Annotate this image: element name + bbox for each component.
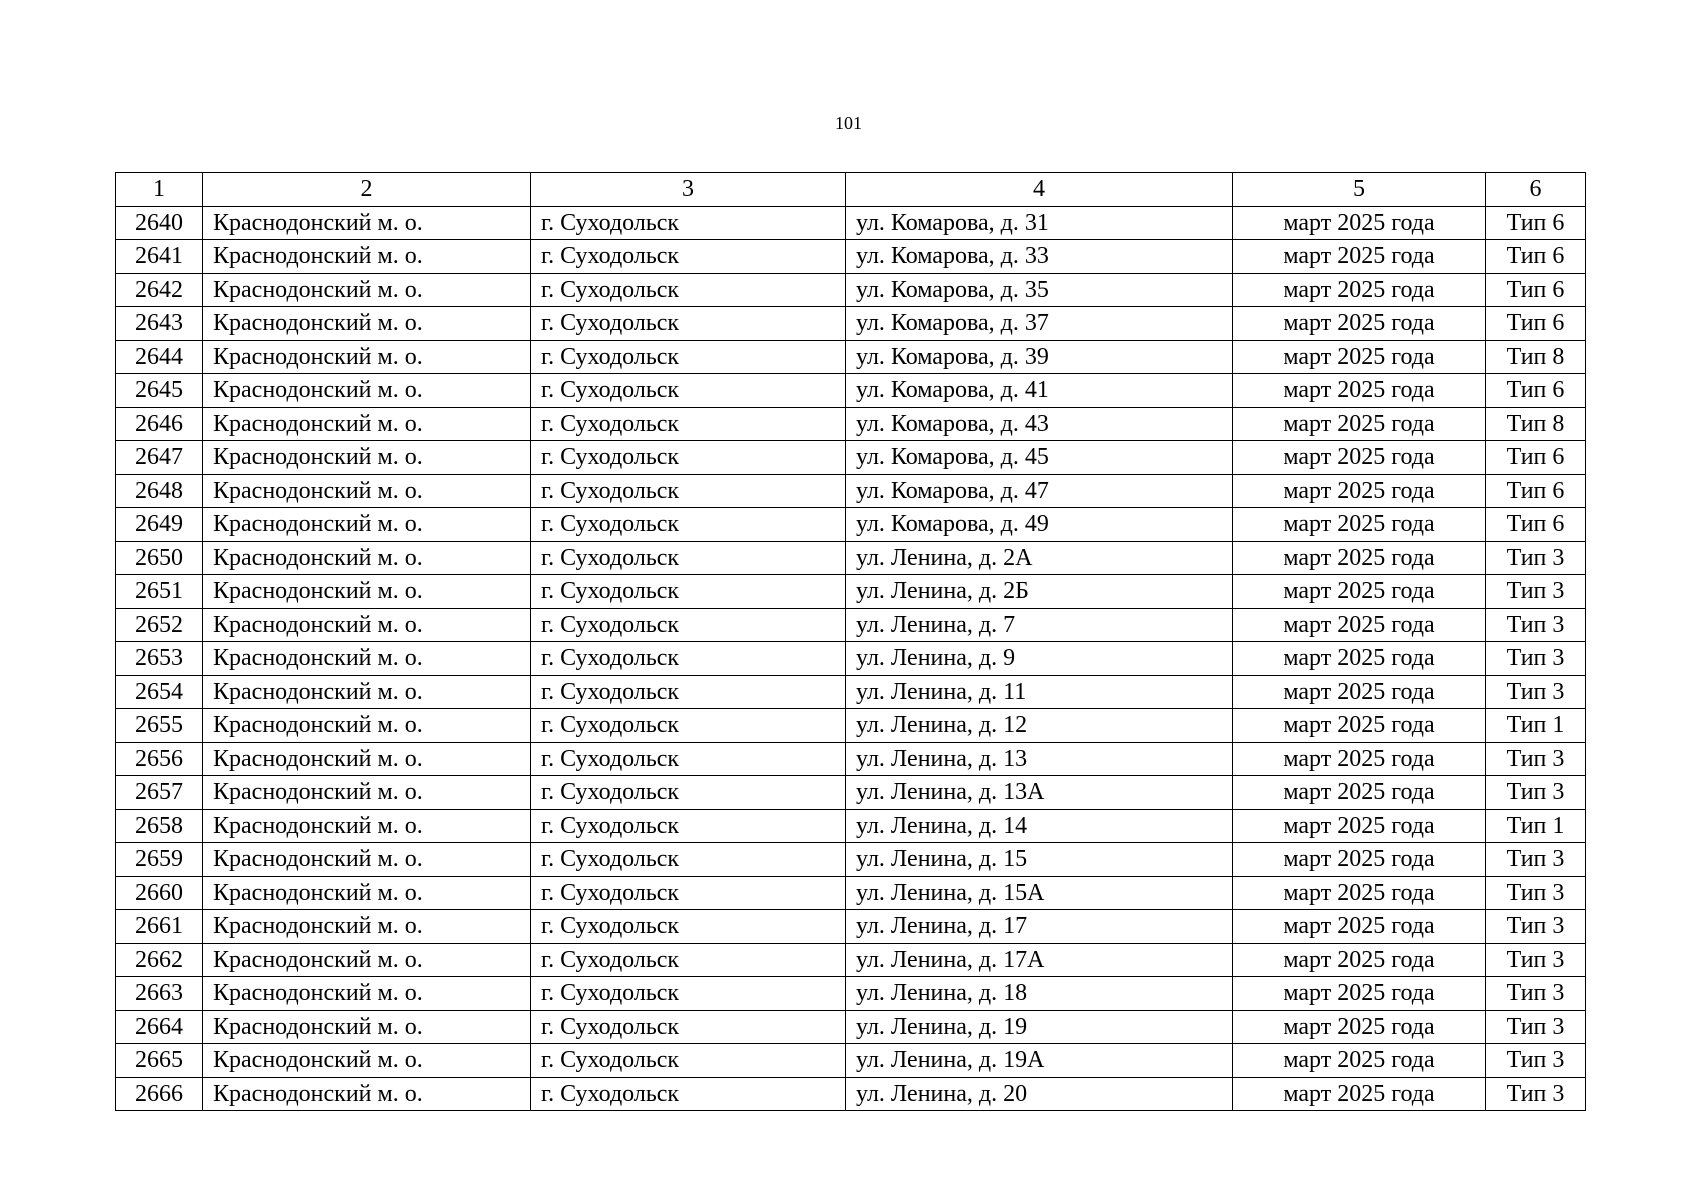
row-number-cell: 2658	[116, 809, 203, 843]
row-number-cell: 2654	[116, 675, 203, 709]
type-cell: Тип 3	[1486, 1010, 1586, 1044]
type-cell: Тип 3	[1486, 1077, 1586, 1111]
page-number: 101	[835, 113, 862, 133]
table-row	[116, 407, 1586, 441]
type-cell: Тип 6	[1486, 206, 1586, 240]
table-row	[116, 910, 1586, 944]
table-row	[116, 441, 1586, 475]
schedule-month-cell: март 2025 года	[1233, 441, 1486, 475]
city-cell: г. Суходольск	[531, 642, 846, 676]
type-cell: Тип 3	[1486, 575, 1586, 609]
city-cell: г. Суходольск	[531, 1010, 846, 1044]
address-cell: ул. Комарова, д. 33	[846, 240, 1233, 274]
address-cell: ул. Ленина, д. 11	[846, 675, 1233, 709]
district-cell: Краснодонский м. о.	[203, 809, 531, 843]
schedule-month-cell: март 2025 года	[1233, 876, 1486, 910]
row-number-cell: 2662	[116, 943, 203, 977]
district-cell: Краснодонский м. о.	[203, 340, 531, 374]
address-cell: ул. Ленина, д. 12	[846, 709, 1233, 743]
row-number-cell: 2664	[116, 1010, 203, 1044]
row-number-cell: 2653	[116, 642, 203, 676]
table-row	[116, 742, 1586, 776]
column-header: 3	[531, 173, 846, 207]
city-cell: г. Суходольск	[531, 977, 846, 1011]
address-cell: ул. Комарова, д. 43	[846, 407, 1233, 441]
schedule-month-cell: март 2025 года	[1233, 273, 1486, 307]
type-cell: Тип 3	[1486, 642, 1586, 676]
table-row	[116, 642, 1586, 676]
city-cell: г. Суходольск	[531, 273, 846, 307]
district-cell: Краснодонский м. о.	[203, 374, 531, 408]
schedule-month-cell: март 2025 года	[1233, 340, 1486, 374]
district-cell: Краснодонский м. о.	[203, 608, 531, 642]
type-cell: Тип 8	[1486, 407, 1586, 441]
city-cell: г. Суходольск	[531, 843, 846, 877]
district-cell: Краснодонский м. о.	[203, 240, 531, 274]
schedule-month-cell: март 2025 года	[1233, 575, 1486, 609]
row-number-cell: 2652	[116, 608, 203, 642]
table-row	[116, 675, 1586, 709]
row-number-cell: 2655	[116, 709, 203, 743]
district-cell: Краснодонский м. о.	[203, 876, 531, 910]
type-cell: Тип 3	[1486, 943, 1586, 977]
district-cell: Краснодонский м. о.	[203, 709, 531, 743]
schedule-month-cell: март 2025 года	[1233, 943, 1486, 977]
address-cell: ул. Ленина, д. 13А	[846, 776, 1233, 810]
city-cell: г. Суходольск	[531, 206, 846, 240]
type-cell: Тип 1	[1486, 809, 1586, 843]
district-cell: Краснодонский м. о.	[203, 910, 531, 944]
table-row	[116, 1010, 1586, 1044]
schedule-month-cell: март 2025 года	[1233, 977, 1486, 1011]
district-cell: Краснодонский м. о.	[203, 441, 531, 475]
district-cell: Краснодонский м. о.	[203, 273, 531, 307]
address-cell: ул. Ленина, д. 19А	[846, 1044, 1233, 1078]
row-number-cell: 2656	[116, 742, 203, 776]
type-cell: Тип 6	[1486, 273, 1586, 307]
table-row	[116, 374, 1586, 408]
table-row	[116, 307, 1586, 341]
type-cell: Тип 6	[1486, 441, 1586, 475]
table-header-row	[116, 173, 1586, 207]
type-cell: Тип 3	[1486, 541, 1586, 575]
city-cell: г. Суходольск	[531, 675, 846, 709]
schedule-month-cell: март 2025 года	[1233, 508, 1486, 542]
column-header: 5	[1233, 173, 1486, 207]
city-cell: г. Суходольск	[531, 441, 846, 475]
table-row	[116, 943, 1586, 977]
address-cell: ул. Ленина, д. 13	[846, 742, 1233, 776]
type-cell: Тип 6	[1486, 374, 1586, 408]
type-cell: Тип 1	[1486, 709, 1586, 743]
table-row	[116, 340, 1586, 374]
address-cell: ул. Ленина, д. 17	[846, 910, 1233, 944]
schedule-month-cell: март 2025 года	[1233, 240, 1486, 274]
city-cell: г. Суходольск	[531, 742, 846, 776]
table-row	[116, 1077, 1586, 1111]
city-cell: г. Суходольск	[531, 1044, 846, 1078]
address-cell: ул. Комарова, д. 45	[846, 441, 1233, 475]
address-cell: ул. Комарова, д. 49	[846, 508, 1233, 542]
district-cell: Краснодонский м. о.	[203, 977, 531, 1011]
type-cell: Тип 3	[1486, 675, 1586, 709]
row-number-cell: 2645	[116, 374, 203, 408]
row-number-cell: 2648	[116, 474, 203, 508]
address-cell: ул. Ленина, д. 7	[846, 608, 1233, 642]
table-row	[116, 575, 1586, 609]
schedule-month-cell: март 2025 года	[1233, 1044, 1486, 1078]
district-cell: Краснодонский м. о.	[203, 206, 531, 240]
table-row	[116, 876, 1586, 910]
address-cell: ул. Ленина, д. 19	[846, 1010, 1233, 1044]
schedule-month-cell: март 2025 года	[1233, 307, 1486, 341]
row-number-cell: 2657	[116, 776, 203, 810]
row-number-cell: 2642	[116, 273, 203, 307]
type-cell: Тип 3	[1486, 910, 1586, 944]
address-cell: ул. Комарова, д. 41	[846, 374, 1233, 408]
city-cell: г. Суходольск	[531, 240, 846, 274]
type-cell: Тип 3	[1486, 608, 1586, 642]
schedule-month-cell: март 2025 года	[1233, 843, 1486, 877]
table-row	[116, 843, 1586, 877]
city-cell: г. Суходольск	[531, 508, 846, 542]
row-number-cell: 2666	[116, 1077, 203, 1111]
district-cell: Краснодонский м. о.	[203, 675, 531, 709]
district-cell: Краснодонский м. о.	[203, 575, 531, 609]
district-cell: Краснодонский м. о.	[203, 1077, 531, 1111]
district-cell: Краснодонский м. о.	[203, 642, 531, 676]
district-cell: Краснодонский м. о.	[203, 474, 531, 508]
type-cell: Тип 6	[1486, 508, 1586, 542]
type-cell: Тип 8	[1486, 340, 1586, 374]
district-cell: Краснодонский м. о.	[203, 1010, 531, 1044]
row-number-cell: 2650	[116, 541, 203, 575]
address-cell: ул. Комарова, д. 37	[846, 307, 1233, 341]
schedule-month-cell: март 2025 года	[1233, 407, 1486, 441]
schedule-month-cell: март 2025 года	[1233, 809, 1486, 843]
table-row	[116, 240, 1586, 274]
city-cell: г. Суходольск	[531, 374, 846, 408]
row-number-cell: 2663	[116, 977, 203, 1011]
city-cell: г. Суходольск	[531, 407, 846, 441]
city-cell: г. Суходольск	[531, 608, 846, 642]
district-cell: Краснодонский м. о.	[203, 508, 531, 542]
table-row	[116, 273, 1586, 307]
district-cell: Краснодонский м. о.	[203, 843, 531, 877]
table-row	[116, 541, 1586, 575]
address-cell: ул. Ленина, д. 2Б	[846, 575, 1233, 609]
row-number-cell: 2659	[116, 843, 203, 877]
schedule-month-cell: март 2025 года	[1233, 374, 1486, 408]
address-cell: ул. Ленина, д. 15А	[846, 876, 1233, 910]
district-cell: Краснодонский м. о.	[203, 307, 531, 341]
type-cell: Тип 6	[1486, 240, 1586, 274]
row-number-cell: 2651	[116, 575, 203, 609]
schedule-month-cell: март 2025 года	[1233, 206, 1486, 240]
city-cell: г. Суходольск	[531, 340, 846, 374]
city-cell: г. Суходольск	[531, 307, 846, 341]
city-cell: г. Суходольск	[531, 910, 846, 944]
table-row	[116, 206, 1586, 240]
schedule-month-cell: март 2025 года	[1233, 910, 1486, 944]
type-cell: Тип 3	[1486, 876, 1586, 910]
schedule-month-cell: март 2025 года	[1233, 608, 1486, 642]
city-cell: г. Суходольск	[531, 876, 846, 910]
district-cell: Краснодонский м. о.	[203, 541, 531, 575]
table-row	[116, 1044, 1586, 1078]
row-number-cell: 2661	[116, 910, 203, 944]
column-header: 1	[116, 173, 203, 207]
district-cell: Краснодонский м. о.	[203, 742, 531, 776]
district-cell: Краснодонский м. о.	[203, 407, 531, 441]
schedule-month-cell: март 2025 года	[1233, 675, 1486, 709]
row-number-cell: 2641	[116, 240, 203, 274]
schedule-month-cell: март 2025 года	[1233, 742, 1486, 776]
row-number-cell: 2640	[116, 206, 203, 240]
row-number-cell: 2643	[116, 307, 203, 341]
column-header: 2	[203, 173, 531, 207]
city-cell: г. Суходольск	[531, 474, 846, 508]
type-cell: Тип 3	[1486, 1044, 1586, 1078]
type-cell: Тип 6	[1486, 474, 1586, 508]
city-cell: г. Суходольск	[531, 541, 846, 575]
schedule-month-cell: март 2025 года	[1233, 709, 1486, 743]
address-cell: ул. Ленина, д. 9	[846, 642, 1233, 676]
address-cell: ул. Комарова, д. 47	[846, 474, 1233, 508]
schedule-month-cell: март 2025 года	[1233, 642, 1486, 676]
table-row	[116, 474, 1586, 508]
schedule-month-cell: март 2025 года	[1233, 776, 1486, 810]
row-number-cell: 2644	[116, 340, 203, 374]
type-cell: Тип 3	[1486, 977, 1586, 1011]
city-cell: г. Суходольск	[531, 809, 846, 843]
city-cell: г. Суходольск	[531, 1077, 846, 1111]
type-cell: Тип 3	[1486, 843, 1586, 877]
address-cell: ул. Ленина, д. 14	[846, 809, 1233, 843]
table-row	[116, 809, 1586, 843]
type-cell: Тип 3	[1486, 742, 1586, 776]
district-cell: Краснодонский м. о.	[203, 1044, 531, 1078]
schedule-month-cell: март 2025 года	[1233, 474, 1486, 508]
type-cell: Тип 3	[1486, 776, 1586, 810]
address-cell: ул. Ленина, д. 17А	[846, 943, 1233, 977]
district-cell: Краснодонский м. о.	[203, 776, 531, 810]
row-number-cell: 2647	[116, 441, 203, 475]
address-cell: ул. Комарова, д. 31	[846, 206, 1233, 240]
table-row	[116, 776, 1586, 810]
table-row	[116, 977, 1586, 1011]
district-cell: Краснодонский м. о.	[203, 943, 531, 977]
row-number-cell: 2660	[116, 876, 203, 910]
type-cell: Тип 6	[1486, 307, 1586, 341]
address-cell: ул. Комарова, д. 39	[846, 340, 1233, 374]
schedule-month-cell: март 2025 года	[1233, 1077, 1486, 1111]
housing-registry-table	[115, 172, 1586, 1111]
schedule-month-cell: март 2025 года	[1233, 1010, 1486, 1044]
address-cell: ул. Ленина, д. 20	[846, 1077, 1233, 1111]
table-row	[116, 508, 1586, 542]
table-row	[116, 608, 1586, 642]
address-cell: ул. Ленина, д. 15	[846, 843, 1233, 877]
row-number-cell: 2665	[116, 1044, 203, 1078]
row-number-cell: 2646	[116, 407, 203, 441]
address-cell: ул. Ленина, д. 18	[846, 977, 1233, 1011]
city-cell: г. Суходольск	[531, 709, 846, 743]
row-number-cell: 2649	[116, 508, 203, 542]
table-body	[116, 206, 1586, 1111]
schedule-month-cell: март 2025 года	[1233, 541, 1486, 575]
column-header: 4	[846, 173, 1233, 207]
address-cell: ул. Ленина, д. 2А	[846, 541, 1233, 575]
address-cell: ул. Комарова, д. 35	[846, 273, 1233, 307]
table-row	[116, 709, 1586, 743]
city-cell: г. Суходольск	[531, 776, 846, 810]
city-cell: г. Суходольск	[531, 943, 846, 977]
column-header: 6	[1486, 173, 1586, 207]
city-cell: г. Суходольск	[531, 575, 846, 609]
